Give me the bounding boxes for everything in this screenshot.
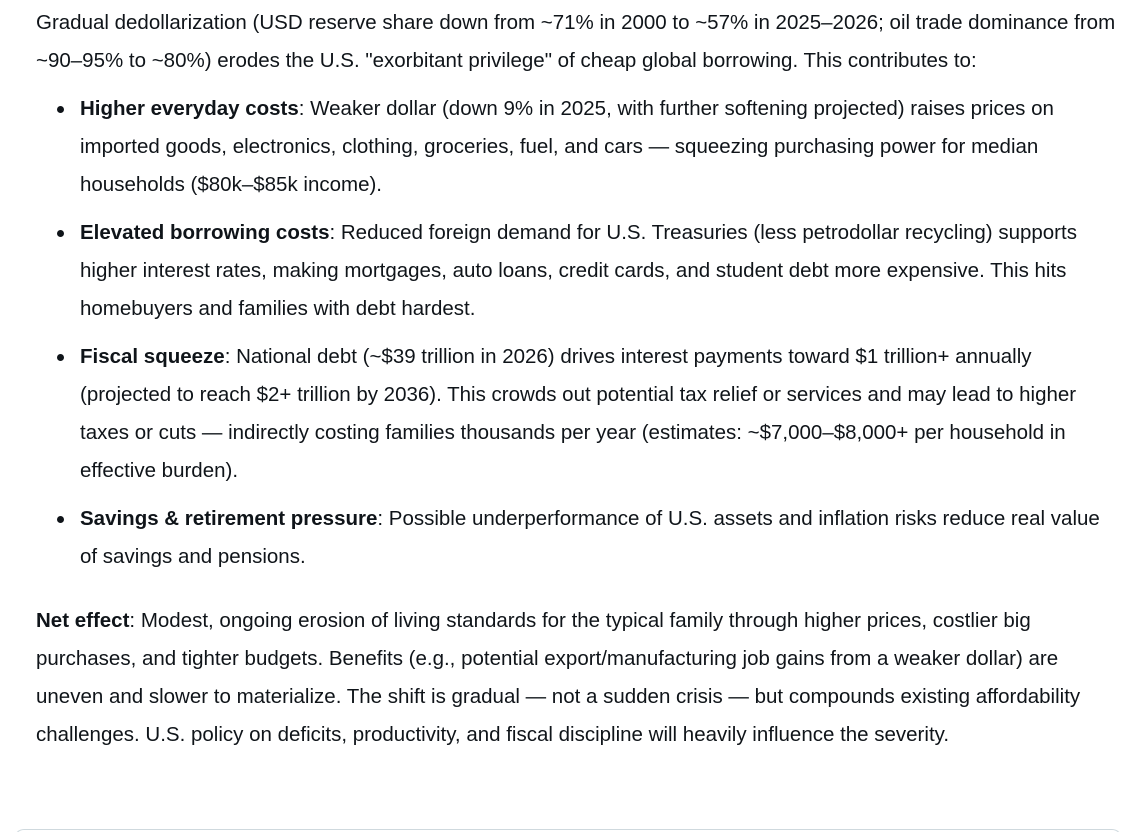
response-body (36, 4, 1116, 754)
impact-list (36, 90, 1116, 576)
list-item-text: : Possible underperformance of U.S. assets and inflation risks reduce real value of savings and pensions. (80, 507, 1100, 568)
list-item-savings-retirement-pressure (80, 500, 1116, 576)
list-item-fiscal-squeeze (80, 338, 1116, 490)
list-item-higher-everyday-costs (80, 90, 1116, 204)
list-item-title: Higher everyday costs (80, 97, 299, 120)
list-item-text: : Reduced foreign demand for U.S. Treasuries (less petrodollar recycling) supports higher interest rates, making mortgages, auto loans, credit cards, and student debt more expensive. This hits homebuyers and families with debt hardest. (80, 221, 1077, 320)
list-item-elevated-borrowing-costs (80, 214, 1116, 328)
net-effect-title: Net effect (36, 609, 130, 632)
intro-paragraph: Gradual dedollarization (USD reserve share down from ~71% in 2000 to ~57% in 2025–2026; oil trade dominance from ~90–95% to ~80%) erodes the U.S. "exorbitant privilege" of cheap global borrowing. This contributes to: (36, 11, 1116, 72)
list-item-text: : Weaker dollar (down 9% in 2025, with further softening projected) raises prices on imported goods, electronics, clothing, groceries, fuel, and cars — squeezing purchasing power for median households ($80k–$85k income). (80, 97, 1054, 196)
list-item-title: Fiscal squeeze (80, 345, 225, 368)
net-effect-paragraph (36, 602, 1116, 754)
list-item-title: Savings & retirement pressure (80, 507, 378, 530)
list-item-title: Elevated borrowing costs (80, 221, 330, 244)
net-effect-text: : Modest, ongoing erosion of living standards for the typical family through higher prices, costlier big purchases, and tighter budgets. Benefits (e.g., potential export/manufacturing job gains from a weaker dollar) are uneven and slower to materialize. The shift is gradual — not a sudden crisis — but compounds existing affordability challenges. U.S. policy on deficits, productivity, and fiscal discipline will heavily influence the severity. (36, 609, 1081, 746)
list-item-text: : National debt (~$39 trillion in 2026) drives interest payments toward $1 trillion+ annually (projected to reach $2+ trillion by 2036). This crowds out potential tax relief or services and may lead to higher taxes or cuts — indirectly costing families thousands per year (estimates: ~$7,000–$8,000+ per household in effective burden). (80, 345, 1077, 482)
